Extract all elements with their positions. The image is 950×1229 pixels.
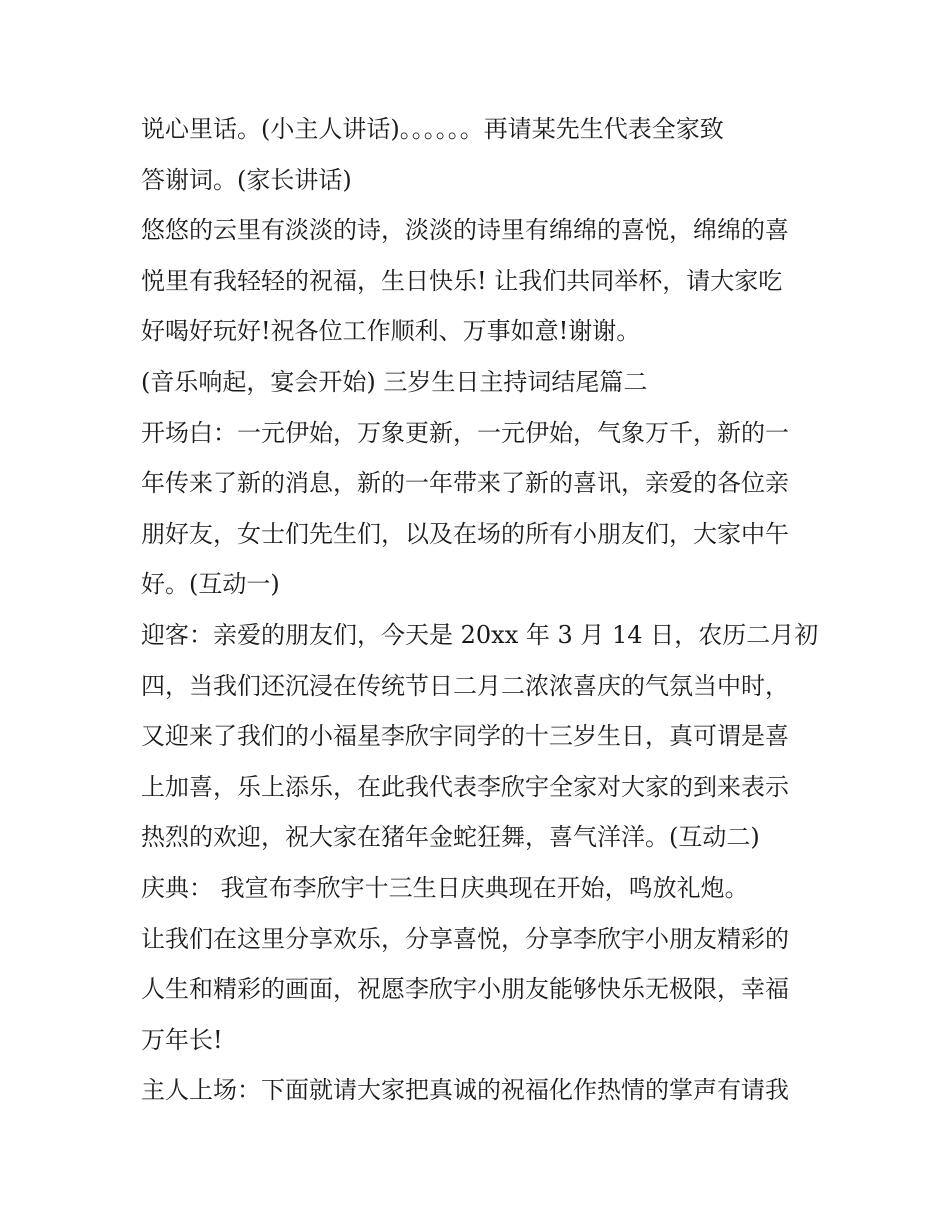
text-line: 热烈的欢迎，祝大家在猪年金蛇狂舞，喜气洋洋。(互动二) bbox=[141, 823, 760, 852]
text-line: 主人上场：下面就请大家把真诚的祝福化作热情的掌声有请我 bbox=[141, 1076, 789, 1105]
text-line: 答谢词。(家长讲话) bbox=[141, 165, 352, 194]
text-line: 说心里话。(小主人讲话)。。。。。。再请某先生代表全家致 bbox=[141, 115, 724, 143]
text-line: 悠悠的云里有淡淡的诗，淡淡的诗里有绵绵的喜悦，绵绵的喜 bbox=[141, 216, 789, 245]
text-line: 好喝好玩好!祝各位工作顺利、万事如意!谢谢。 bbox=[141, 317, 641, 346]
text-line: (音乐响起，宴会开始) 三岁生日主持词结尾篇二 bbox=[141, 367, 648, 396]
text-line: 万年长! bbox=[141, 1025, 223, 1054]
text-line: 迎客：亲爱的朋友们，今天是 20xx 年 3 月 14 日，农历二月初 bbox=[141, 620, 819, 649]
document-body bbox=[141, 104, 819, 1116]
text-line: 年传来了新的消息，新的一年带来了新的喜讯，亲爱的各位亲 bbox=[141, 469, 789, 498]
text-line: 上加喜，乐上添乐，在此我代表李欣宇全家对大家的到来表示 bbox=[141, 772, 789, 801]
text-line: 庆典： 我宣布李欣宇十三生日庆典现在开始，鸣放礼炮。 bbox=[141, 873, 749, 902]
text-line: 又迎来了我们的小福星李欣宇同学的十三岁生日，真可谓是喜 bbox=[141, 722, 789, 751]
text-line: 四，当我们还沉浸在传统节日二月二浓浓喜庆的气氛当中时， bbox=[141, 671, 789, 700]
text-line: 开场白：一元伊始，万象更新，一元伊始，气象万千，新的一 bbox=[141, 418, 789, 447]
text-line: 朋好友，女士们先生们，以及在场的所有小朋友们，大家中午 bbox=[141, 519, 789, 548]
text-line: 好。(互动一) bbox=[141, 570, 280, 599]
text-line: 人生和精彩的画面，祝愿李欣宇小朋友能够快乐无极限，幸福 bbox=[141, 975, 789, 1004]
text-line: 悦里有我轻轻的祝福，生日快乐! 让我们共同举杯，请大家吃 bbox=[141, 266, 783, 295]
text-line: 让我们在这里分享欢乐，分享喜悦，分享李欣宇小朋友精彩的 bbox=[141, 924, 789, 953]
